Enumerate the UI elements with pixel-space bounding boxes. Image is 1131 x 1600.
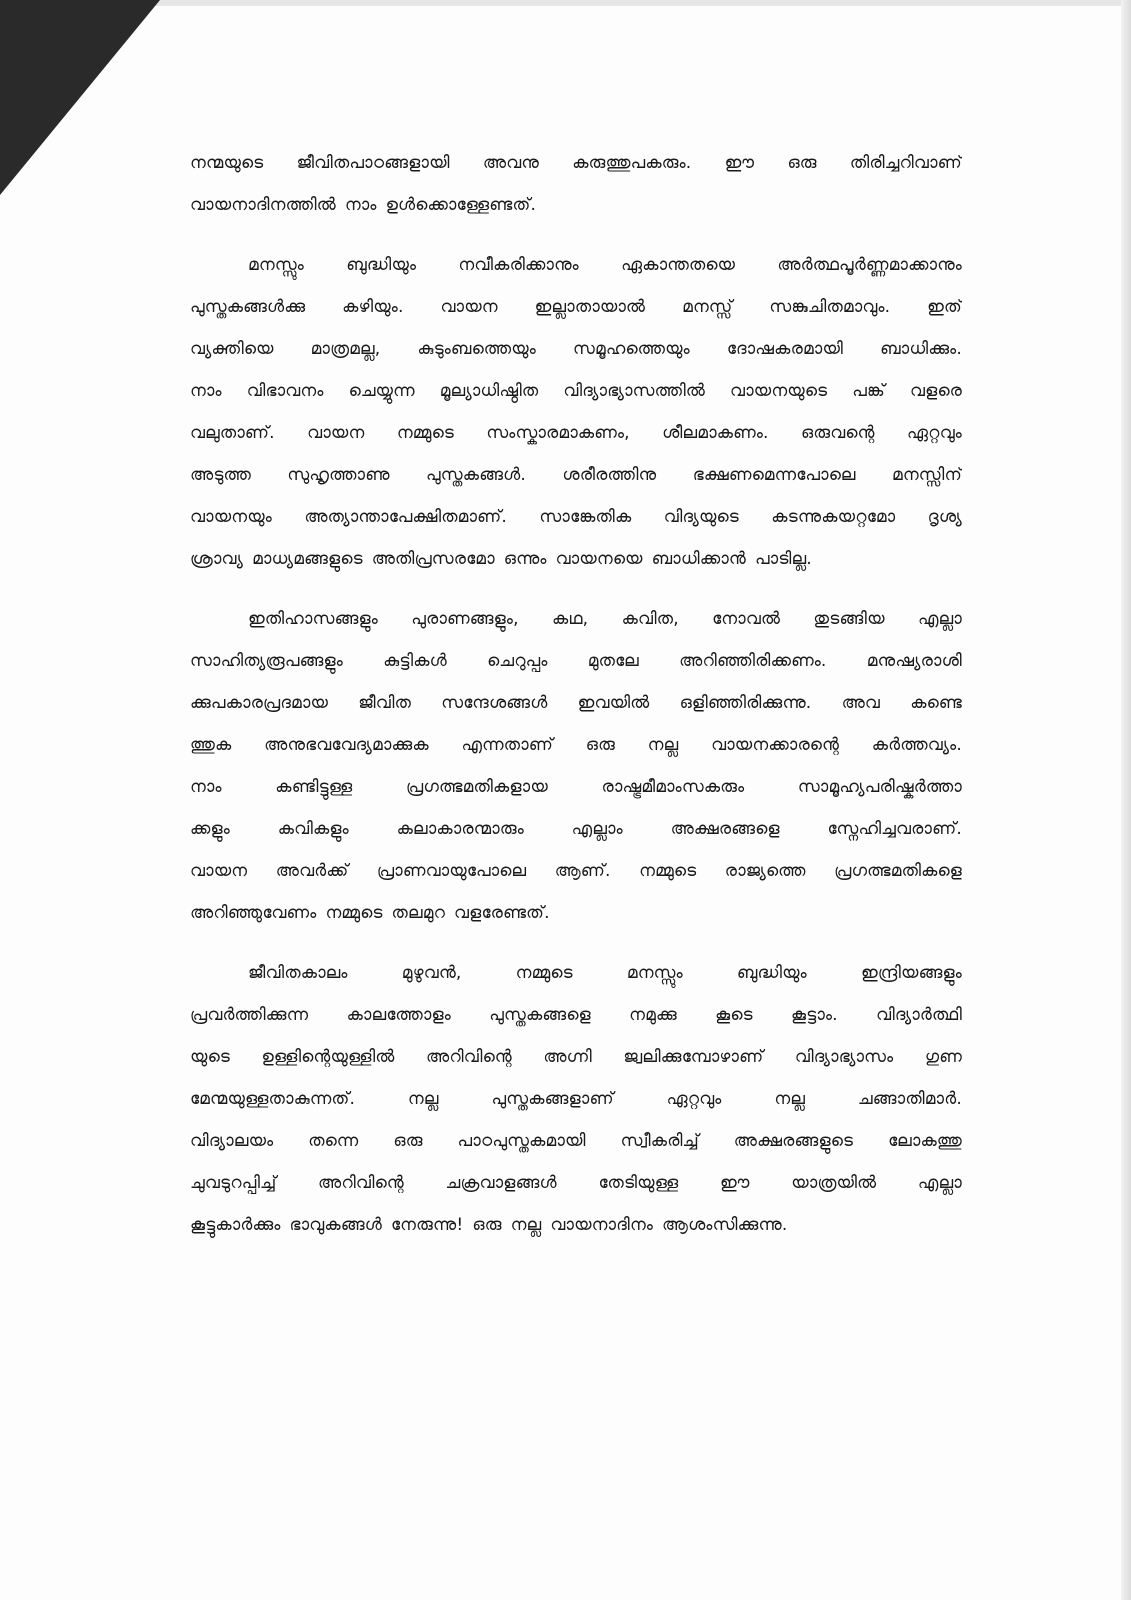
word: ലോകത്തു bbox=[888, 1131, 962, 1151]
word: നല്ല bbox=[774, 1089, 806, 1109]
word: നല്ല bbox=[510, 1215, 542, 1235]
word: നാം bbox=[190, 381, 222, 401]
word: പാഠപുസ്തകമായി bbox=[457, 1131, 586, 1151]
word: ജീവിത bbox=[358, 693, 412, 713]
word: ഏകാന്തതയെ bbox=[621, 255, 736, 275]
word: മേന്മയുള്ളതാകുന്നത്. bbox=[190, 1089, 356, 1109]
text-line bbox=[190, 412, 962, 454]
word: എല്ലാ bbox=[917, 1173, 962, 1193]
word: കണ്ടിട്ടുള്ള bbox=[275, 777, 353, 797]
word: വ്യക്തിയെ bbox=[190, 339, 274, 359]
word: ത്തുക bbox=[190, 735, 232, 755]
text-line bbox=[190, 994, 962, 1036]
word: ഉള്ളിന്റെയുള്ളിൽ bbox=[261, 1047, 395, 1067]
scan-right-edge bbox=[1121, 0, 1131, 1600]
word: ഇന്ദ്രിയങ്ങളും bbox=[860, 963, 962, 983]
word: മാധ്യമങ്ങളുടെ bbox=[252, 549, 363, 569]
word: തുടങ്ങിയ bbox=[813, 609, 885, 629]
word: ക്കളും bbox=[190, 819, 230, 839]
word: നമ്മുടെ bbox=[639, 861, 697, 881]
word: ഉൾക്കൊള്ളേണ്ടത്. bbox=[385, 195, 537, 215]
word: തന്നെ bbox=[308, 1131, 359, 1151]
word: സാങ്കേതിക bbox=[539, 507, 632, 527]
word: ജീവിതപാഠങ്ങളായി bbox=[296, 153, 450, 173]
word: അവനു bbox=[482, 153, 540, 173]
word: കണ്ടെ bbox=[910, 693, 962, 713]
text-line bbox=[190, 142, 962, 184]
word: അറിവിന്റെ bbox=[318, 1173, 404, 1193]
word: പാടില്ല. bbox=[755, 549, 812, 569]
text-line bbox=[190, 454, 962, 496]
word: അറിഞ്ഞുവേണം bbox=[190, 903, 317, 923]
paragraph bbox=[190, 142, 962, 226]
word: പുസ്തകങ്ങളെ bbox=[489, 1005, 591, 1025]
word: കുട്ടികൾ bbox=[383, 651, 447, 671]
text-line bbox=[190, 1204, 962, 1246]
word: ബുദ്ധിയും bbox=[736, 963, 807, 983]
text-line bbox=[190, 640, 962, 682]
text-line bbox=[190, 1078, 962, 1120]
word: വിദ്യയുടെ bbox=[663, 507, 739, 527]
word: പുസ്തകങ്ങൾക്കു bbox=[190, 297, 306, 317]
word: സ്വീകരിച്ച് bbox=[620, 1131, 699, 1151]
text-line bbox=[190, 328, 962, 370]
word: ഭക്ഷണമെന്നപോലെ bbox=[692, 465, 856, 485]
text-line bbox=[190, 808, 962, 850]
word: വിഭാവനം bbox=[246, 381, 324, 401]
word: സാമൂഹ്യപരിഷ്കർത്താ bbox=[797, 777, 962, 797]
word: വലുതാണ്. bbox=[190, 423, 275, 443]
word: അറിഞ്ഞിരിക്കണം. bbox=[679, 651, 827, 671]
word: എല്ലാം bbox=[571, 819, 623, 839]
word: ശരീരത്തിനു bbox=[562, 465, 657, 485]
word: തിരിച്ചറിവാണ് bbox=[849, 153, 962, 173]
document-body bbox=[190, 142, 962, 1264]
word: കരുത്തുപകരും. bbox=[572, 153, 692, 173]
word: നാം bbox=[344, 195, 377, 215]
word: രാജ്യത്തെ bbox=[724, 861, 806, 881]
word: ഒരു bbox=[472, 1215, 502, 1235]
word: വായനാദിനത്തിൽ bbox=[190, 195, 336, 215]
word: കവികളും bbox=[277, 819, 349, 839]
word: കുടുംബത്തെയും bbox=[417, 339, 536, 359]
word: കടന്നുകയറ്റമോ bbox=[771, 507, 896, 527]
word: യാത്രയിൽ bbox=[791, 1173, 877, 1193]
word: നമ്മുടെ bbox=[396, 423, 454, 443]
word: കൂടെ bbox=[715, 1005, 753, 1025]
word: മൂല്യാധിഷ്ഠിത bbox=[439, 381, 539, 401]
word: ചെറുപ്പം bbox=[487, 651, 548, 671]
word: നമ്മുടെ bbox=[515, 963, 573, 983]
word: ഈ bbox=[720, 1173, 750, 1193]
word: നന്മയുടെ bbox=[190, 153, 264, 173]
word: നേരുന്നു! bbox=[391, 1215, 464, 1235]
word: ജീവിതകാലം bbox=[248, 963, 348, 983]
word: യുടെ bbox=[190, 1047, 230, 1067]
word: വിദ്യാഭ്യാസത്തിൽ bbox=[563, 381, 705, 401]
text-line bbox=[190, 1162, 962, 1204]
word: വായനക്കാരന്റെ bbox=[711, 735, 840, 755]
word: ശ്രാവ്യ bbox=[190, 549, 244, 569]
word: ചക്രവാളങ്ങൾ bbox=[445, 1173, 557, 1193]
word: കലാകാരന്മാരും bbox=[396, 819, 524, 839]
word: ക്കുപകാരപ്രദമായ bbox=[190, 693, 329, 713]
word: മുഴുവൻ, bbox=[401, 963, 462, 983]
word: പങ്ക് bbox=[852, 381, 885, 401]
word: ഈ bbox=[724, 153, 755, 173]
word: നവീകരിക്കാനും bbox=[458, 255, 579, 275]
word: വായനയുടെ bbox=[730, 381, 828, 401]
word: സാഹിത്യരൂപങ്ങളും bbox=[190, 651, 343, 671]
word: സമൂഹത്തെയും bbox=[572, 339, 690, 359]
word: അവ bbox=[841, 693, 881, 713]
word: സുഹൃത്താണു bbox=[287, 465, 390, 485]
word: മുതലേ bbox=[587, 651, 639, 671]
word: വായന bbox=[307, 423, 365, 443]
text-line bbox=[190, 682, 962, 724]
word: പുസ്തകങ്ങൾ. bbox=[426, 465, 526, 485]
word: അത്യാന്താപേക്ഷിതമാണ്. bbox=[304, 507, 508, 527]
word: സംസ്കാരമാകണം, bbox=[486, 423, 630, 443]
word: പ്രാണവായുപോലെ bbox=[376, 861, 527, 881]
word: കർത്തവ്യം. bbox=[871, 735, 962, 755]
word: മനുഷ്യരാശി bbox=[866, 651, 962, 671]
word: ബാധിക്കും. bbox=[880, 339, 962, 359]
word: കഥ, bbox=[552, 609, 589, 629]
text-line bbox=[190, 850, 962, 892]
paragraph bbox=[190, 598, 962, 934]
word: ഒന്നും bbox=[503, 549, 547, 569]
text-line bbox=[190, 244, 962, 286]
word: അതിപ്രസരമോ bbox=[371, 549, 495, 569]
word: ഇത് bbox=[927, 297, 962, 317]
word: അനുഭവവേദ്യമാക്കുക bbox=[264, 735, 429, 755]
word: അഗ്നി bbox=[543, 1047, 592, 1067]
word: ദൃശ്യ bbox=[927, 507, 962, 527]
word: വളരേണ്ടത്. bbox=[454, 903, 550, 923]
word: ഭാവുകങ്ങൾ bbox=[289, 1215, 383, 1235]
paragraph bbox=[190, 952, 962, 1246]
word: നമ്മുടെ bbox=[325, 903, 383, 923]
word: വായന bbox=[190, 861, 248, 881]
word: എന്നതാണ് bbox=[461, 735, 554, 755]
word: സങ്കുചിതമാവും. bbox=[769, 297, 891, 317]
word: ബുദ്ധിയും bbox=[346, 255, 417, 275]
word: ദോഷകരമായി bbox=[726, 339, 844, 359]
text-line bbox=[190, 286, 962, 328]
word: ചങ്ങാതിമാർ. bbox=[857, 1089, 962, 1109]
word: ആണ്. bbox=[554, 861, 611, 881]
word: നോവൽ bbox=[712, 609, 781, 629]
word: ചെയ്യുന്ന bbox=[348, 381, 415, 401]
word: ഒരു bbox=[585, 735, 615, 755]
word: ഇവയിൽ bbox=[577, 693, 650, 713]
word: വായനയെ bbox=[555, 549, 643, 569]
word: രാഷ്ട്രമീമാംസകരും bbox=[601, 777, 745, 797]
word: അക്ഷരങ്ങളെ bbox=[670, 819, 780, 839]
word: അറിവിന്റെ bbox=[426, 1047, 512, 1067]
paragraph bbox=[190, 244, 962, 580]
word: അക്ഷരങ്ങളുടെ bbox=[733, 1131, 854, 1151]
word: ഗുണ bbox=[924, 1047, 962, 1067]
word: കാലത്തോളം bbox=[346, 1005, 451, 1025]
word: കൂട്ടാം. bbox=[791, 1005, 838, 1025]
word: പ്രവർത്തിക്കുന്ന bbox=[190, 1005, 309, 1025]
text-line bbox=[190, 952, 962, 994]
word: വായനയും bbox=[190, 507, 272, 527]
word: ഒരു bbox=[393, 1131, 423, 1151]
word: നല്ല bbox=[647, 735, 679, 755]
text-line bbox=[190, 496, 962, 538]
word: നമുക്കു bbox=[629, 1005, 677, 1025]
word: തലമുറ bbox=[391, 903, 446, 923]
text-line bbox=[190, 598, 962, 640]
word: കൂട്ടുകാർക്കും bbox=[190, 1215, 281, 1235]
word: ഒരു bbox=[787, 153, 817, 173]
word: പുരാണങ്ങളും, bbox=[411, 609, 519, 629]
word: വളരെ bbox=[910, 381, 962, 401]
text-line bbox=[190, 184, 962, 226]
word: മാത്രമല്ല, bbox=[310, 339, 381, 359]
word: ജ്വലിക്കുമ്പോഴാണ് bbox=[623, 1047, 764, 1067]
scan-folded-corner bbox=[0, 0, 160, 195]
word: മനസ്സിന് bbox=[891, 465, 962, 485]
word: തേടിയുള്ള bbox=[598, 1173, 679, 1193]
word: അടുത്ത bbox=[190, 465, 252, 485]
word: വായന bbox=[440, 297, 498, 317]
word: കഴിയും. bbox=[342, 297, 404, 317]
word: ഏറ്റവും bbox=[907, 423, 962, 443]
word: മനസ്സും bbox=[248, 255, 304, 275]
word: അവർക്ക് bbox=[275, 861, 349, 881]
text-line bbox=[190, 370, 962, 412]
word: പ്രഗത്ഭമതികളായ bbox=[406, 777, 548, 797]
word: ഒരുവന്റെ bbox=[801, 423, 875, 443]
text-line bbox=[190, 892, 962, 934]
word: ചുവടുറപ്പിച്ച് bbox=[190, 1173, 277, 1193]
word: ബാധിക്കാൻ bbox=[651, 549, 747, 569]
word: വിദ്യാഭ്യാസം bbox=[794, 1047, 894, 1067]
scan-top-edge bbox=[0, 0, 1131, 6]
word: വിദ്യാർത്ഥി bbox=[876, 1005, 962, 1025]
word: പുസ്തകങ്ങളാണ് bbox=[491, 1089, 614, 1109]
text-line bbox=[190, 1120, 962, 1162]
word: ശീലമാകണം. bbox=[662, 423, 769, 443]
word: മനസ്സ് bbox=[682, 297, 733, 317]
word: സന്ദേശങ്ങൾ bbox=[441, 693, 548, 713]
word: ഒളിഞ്ഞിരിക്കുന്നു. bbox=[679, 693, 812, 713]
word: വിദ്യാലയം bbox=[190, 1131, 274, 1151]
text-line bbox=[190, 538, 962, 580]
word: അർത്ഥപൂർണ്ണമാക്കാനും bbox=[777, 255, 962, 275]
word: എല്ലാ bbox=[917, 609, 962, 629]
text-line bbox=[190, 1036, 962, 1078]
word: വായനാദിനം bbox=[550, 1215, 654, 1235]
word: സ്നേഹിച്ചവരാണ്. bbox=[827, 819, 962, 839]
word: പ്രഗത്ഭമതികളെ bbox=[834, 861, 962, 881]
word: നല്ല bbox=[407, 1089, 439, 1109]
word: മനസ്സും bbox=[626, 963, 683, 983]
word: നാം bbox=[190, 777, 222, 797]
text-line bbox=[190, 766, 962, 808]
text-line bbox=[190, 724, 962, 766]
word: ഏറ്റവും bbox=[666, 1089, 722, 1109]
word: ഇതിഹാസങ്ങളും bbox=[248, 609, 378, 629]
word: ഇല്ലാതായാൽ bbox=[534, 297, 646, 317]
word: കവിത, bbox=[621, 609, 679, 629]
word: ആശംസിക്കുന്നു. bbox=[662, 1215, 788, 1235]
